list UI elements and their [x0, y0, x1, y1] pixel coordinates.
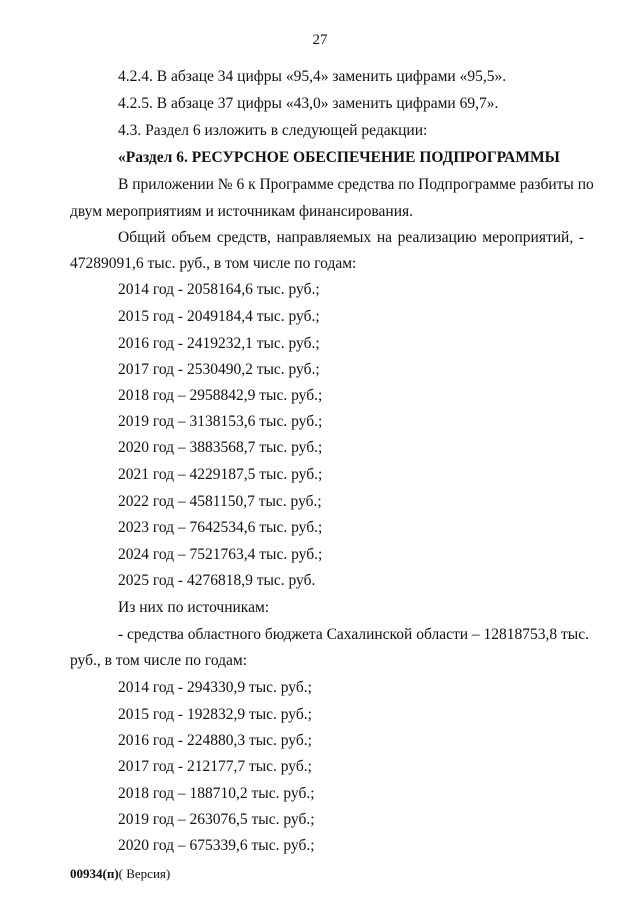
para2-line1: Общий объем средств, направляемых на реализацию мероприятий, -	[118, 229, 584, 246]
total-year-line: 2018 год – 2958842,9 тыс. руб.;	[118, 387, 323, 404]
para1-line2: двум мероприятиям и источникам финансирования.	[70, 203, 414, 220]
regional-year-line: 2014 год - 294330,9 тыс. руб.;	[118, 679, 312, 696]
regional-year-line: 2019 год – 263076,5 тыс. руб.;	[118, 811, 315, 828]
footer-version-label: ( Версия)	[118, 866, 171, 881]
item-4-2-4: 4.2.4. В абзаце 34 цифры «95,4» заменить цифрами «95,5».	[118, 68, 507, 85]
sources-heading: Из них по источникам:	[118, 599, 270, 616]
item-4-2-5: 4.2.5. В абзаце 37 цифры «43,0» заменить цифрами 69,7».	[118, 95, 499, 112]
total-year-line: 2017 год - 2530490,2 тыс. руб.;	[118, 361, 320, 378]
footer-code: 00934(п)	[70, 866, 119, 881]
regional-year-line: 2016 год - 224880,3 тыс. руб.;	[118, 732, 312, 749]
regional-year-line: 2018 год – 188710,2 тыс. руб.;	[118, 785, 315, 802]
regional-line1: - средства областного бюджета Сахалинской области – 12818753,8 тыс.	[118, 626, 589, 643]
regional-year-line: 2017 год - 212177,7 тыс. руб.;	[118, 758, 312, 775]
para2-line2: 47289091,6 тыс. руб., в том числе по годам:	[70, 255, 357, 272]
total-year-line: 2023 год – 7642534,6 тыс. руб.;	[118, 519, 323, 536]
regional-line2: руб., в том числе по годам:	[70, 652, 248, 669]
total-year-line: 2014 год - 2058164,6 тыс. руб.;	[118, 281, 320, 298]
page-number: 27	[312, 32, 328, 48]
regional-year-line: 2015 год - 192832,9 тыс. руб.;	[118, 706, 312, 723]
total-year-line: 2021 год – 4229187,5 тыс. руб.;	[118, 466, 323, 483]
total-year-line: 2024 год – 7521763,4 тыс. руб.;	[118, 546, 323, 563]
footer-version	[70, 866, 170, 882]
section-title: «Раздел 6. РЕСУРСНОЕ ОБЕСПЕЧЕНИЕ ПОДПРОГРАММЫ	[118, 149, 560, 166]
total-year-line: 2019 год – 3138153,6 тыс. руб.;	[118, 413, 323, 430]
para1-line1: В приложении № 6 к Программе средства по Подпрограмме разбиты по	[118, 176, 594, 193]
total-year-line: 2015 год - 2049184,4 тыс. руб.;	[118, 308, 320, 325]
total-year-line: 2022 год – 4581150,7 тыс. руб.;	[118, 493, 322, 510]
total-year-line: 2016 год - 2419232,1 тыс. руб.;	[118, 335, 320, 352]
total-year-line: 2025 год - 4276818,9 тыс. руб.	[118, 572, 316, 589]
total-year-line: 2020 год – 3883568,7 тыс. руб.;	[118, 439, 323, 456]
regional-year-line: 2020 год – 675339,6 тыс. руб.;	[118, 837, 315, 854]
item-4-3: 4.3. Раздел 6 изложить в следующей редакции:	[118, 122, 428, 139]
